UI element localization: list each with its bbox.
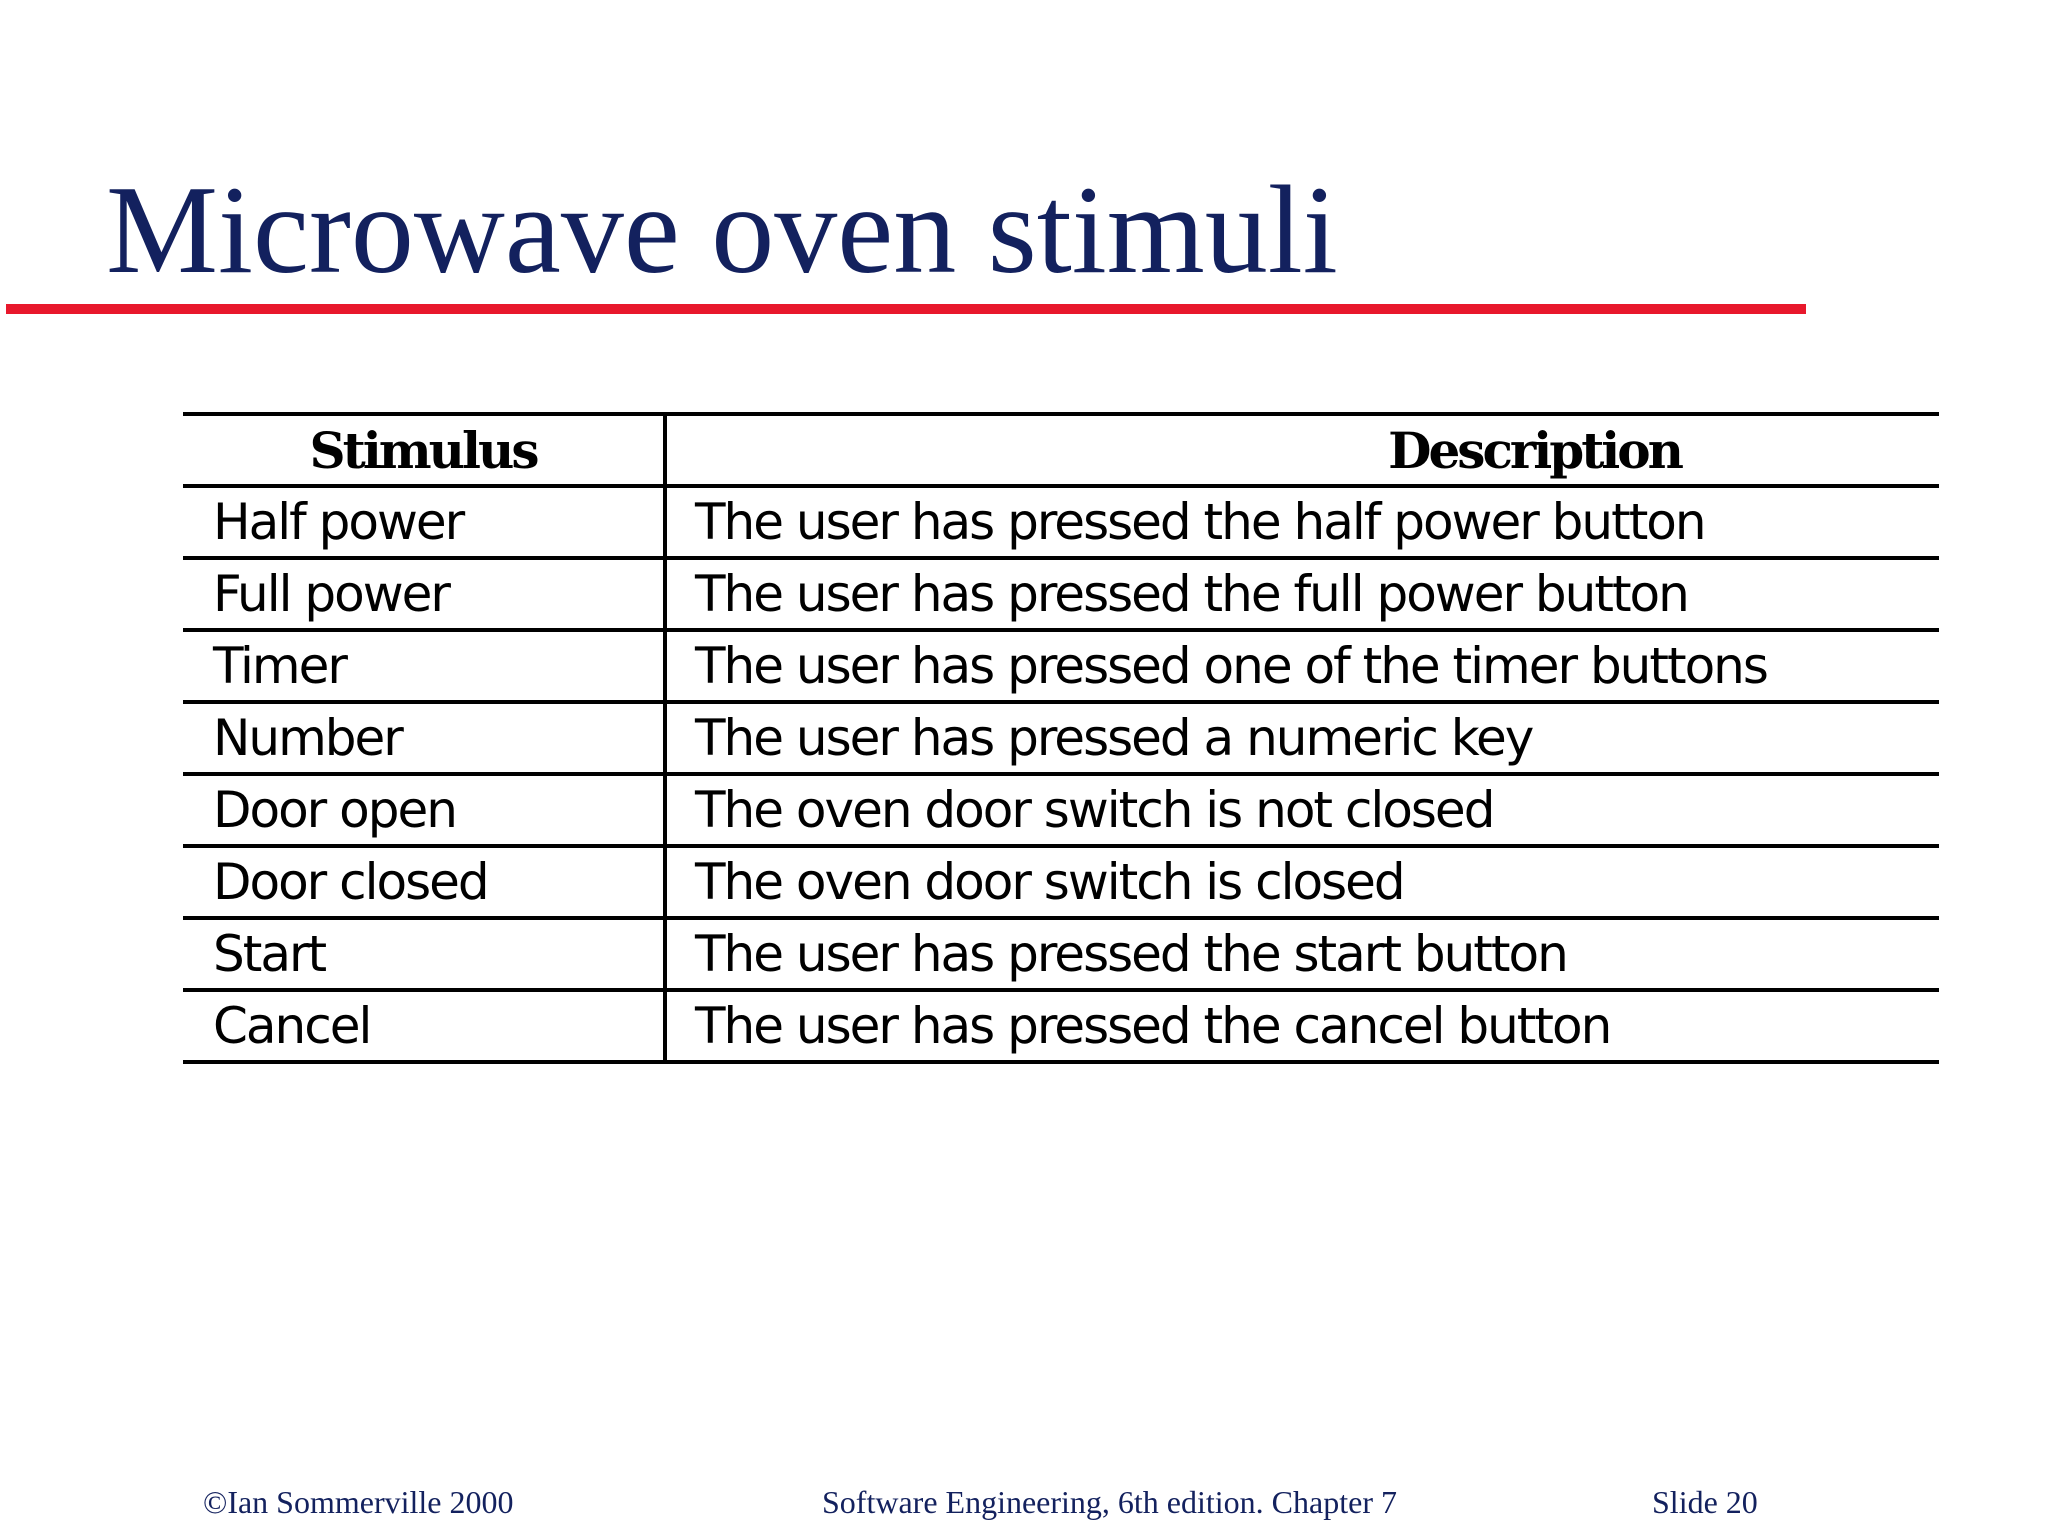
footer-book-title: Software Engineering, 6th edition. Chapter 7 [822,1484,1397,1520]
stimulus-cell: Start [183,918,665,990]
title-underline [6,304,1806,314]
description-cell: The user has pressed a numeric key [665,702,1939,774]
table-row [183,918,1939,990]
description-cell: The user has pressed the cancel button [665,990,1939,1062]
stimuli-table-container [183,412,1939,1064]
table-row [183,630,1939,702]
table-row [183,486,1939,558]
stimulus-cell: Number [183,702,665,774]
description-cell: The user has pressed the half power button [665,486,1939,558]
stimulus-cell: Half power [183,486,665,558]
slide-title: Microwave oven stimuli [106,161,1338,300]
description-cell: The oven door switch is closed [665,846,1939,918]
stimulus-cell: Full power [183,558,665,630]
stimulus-cell: Cancel [183,990,665,1062]
table-row [183,702,1939,774]
table-row [183,774,1939,846]
header-description: Description [665,414,1939,486]
header-stimulus: Stimulus [183,414,665,486]
footer-copyright: ©Ian Sommerville 2000 [203,1484,514,1520]
table-header-row [183,414,1939,486]
table-row [183,846,1939,918]
stimulus-cell: Door closed [183,846,665,918]
description-cell: The oven door switch is not closed [665,774,1939,846]
description-cell: The user has pressed the full power button [665,558,1939,630]
table-row [183,558,1939,630]
description-cell: The user has pressed one of the timer buttons [665,630,1939,702]
footer-slide-number: Slide 20 [1652,1484,1758,1520]
description-cell: The user has pressed the start button [665,918,1939,990]
stimulus-cell: Timer [183,630,665,702]
stimuli-table [183,412,1939,1064]
table-row [183,990,1939,1062]
stimulus-cell: Door open [183,774,665,846]
